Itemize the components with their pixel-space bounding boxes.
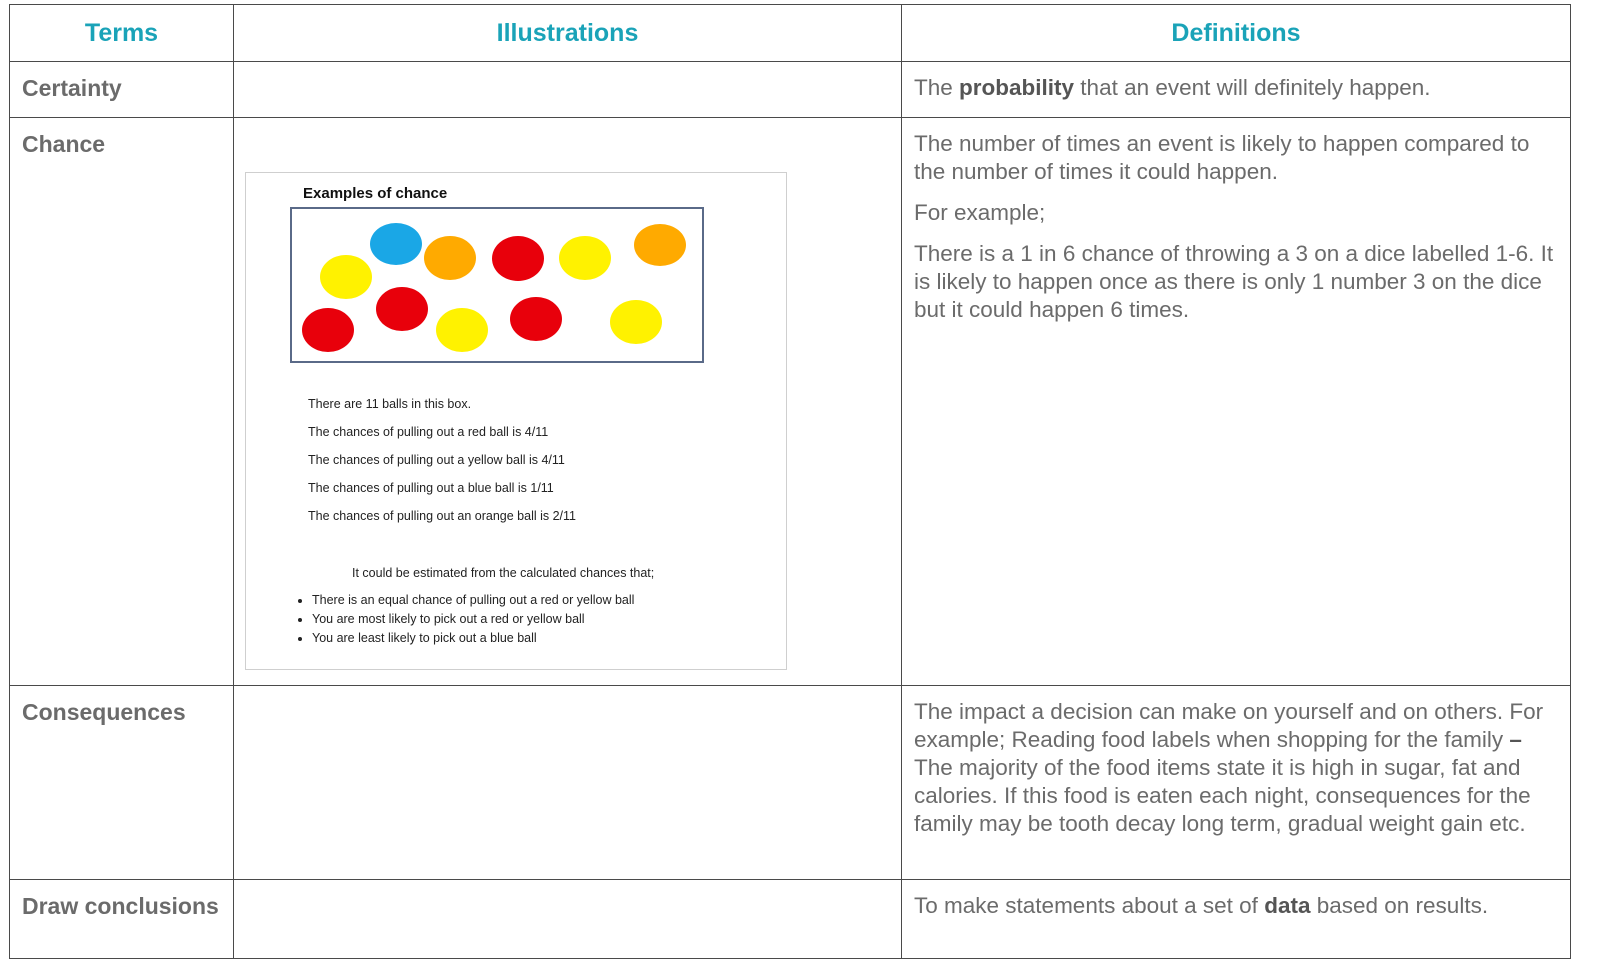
yellow-ball [320,255,372,299]
chance-line: The chances of pulling out a red ball is 4/11 [308,425,549,439]
definition-text: that an event will definitely happen. [1074,75,1431,100]
definition-dash: – [1509,727,1522,752]
definition-text: The [914,75,960,100]
row-chance [10,118,1571,686]
orange-ball [634,224,686,266]
term-consequences: Consequences [22,699,186,725]
definition-chance [902,118,1570,324]
definition-cell [902,686,1571,880]
header-definitions: Definitions [902,5,1571,62]
term-certainty: Certainty [22,75,122,101]
term-cell [10,62,234,118]
definition-text: To make statements about a set of [914,893,1265,918]
definition-draw-conclusions [902,880,1570,920]
definition-cell [902,880,1571,959]
header-terms: Terms [10,5,234,62]
chance-illustration [245,172,787,670]
definition-text: The majority of the food items state it is high in sugar, fat and calories. If this food is eaten each night, consequences for the family may be tooth decay long term, gradual weight gain etc. [914,755,1531,836]
estimate-text: It could be estimated from the calculated chances that; [352,566,655,580]
row-consequences [10,686,1571,880]
conclusion-item: • You are most likely to pick out a red or yellow ball [312,612,634,631]
yellow-ball [610,300,662,344]
chance-statements [308,397,576,537]
red-ball [376,287,428,331]
term-cell [10,880,234,959]
definition-consequences [902,686,1570,838]
definition-paragraph: There is a 1 in 6 chance of throwing a 3 on a dice labelled 1-6. It is likely to happen once as there is only 1 number 3 on the dice but it could happen 6 times. [914,241,1554,322]
definition-paragraph: The number of times an event is likely to happen compared to the number of times it could happen. [914,131,1530,184]
definition-keyword: data [1264,893,1311,918]
chance-line: The chances of pulling out a yellow ball is 4/11 [308,453,565,467]
conclusion-item: • You are least likely to pick out a blue ball [312,631,634,650]
term-cell [10,118,234,686]
definition-text: The impact a decision can make on yourself and on others. For example; Reading food labels when shopping for the family [914,699,1544,752]
illustration-cell [234,880,902,959]
header-illustrations: Illustrations [234,5,902,62]
illustration-title: Examples of chance [303,185,448,202]
header-row [10,5,1571,62]
definition-text: based on results. [1310,893,1489,918]
definition-keyword: probability [959,75,1075,100]
term-cell [10,686,234,880]
yellow-ball [559,236,611,280]
illustration-cell [234,62,902,118]
row-certainty [10,62,1571,118]
red-ball [492,236,544,281]
illustration-cell [234,686,902,880]
conclusion-list [292,593,634,650]
term-draw-conclusions: Draw conclusions [22,893,219,919]
red-ball [302,308,354,352]
ball-box [290,207,704,363]
glossary-table [9,4,1571,959]
definition-cell [902,118,1571,686]
definition-paragraph: For example; [914,200,1046,225]
illustration-cell [234,118,902,686]
row-draw-conclusions [10,880,1571,959]
definition-certainty [902,62,1570,102]
blue-ball [370,223,422,265]
chance-line: The chances of pulling out a blue ball is 1/11 [308,481,554,495]
chance-line: There are 11 balls in this box. [308,397,472,411]
red-ball [510,297,562,341]
orange-ball [424,236,476,280]
conclusion-item: • There is an equal chance of pulling out a red or yellow ball [312,593,634,612]
term-chance: Chance [22,131,106,157]
chance-line: The chances of pulling out an orange ball is 2/11 [308,509,577,523]
definition-cell [902,62,1571,118]
yellow-ball [436,308,488,352]
